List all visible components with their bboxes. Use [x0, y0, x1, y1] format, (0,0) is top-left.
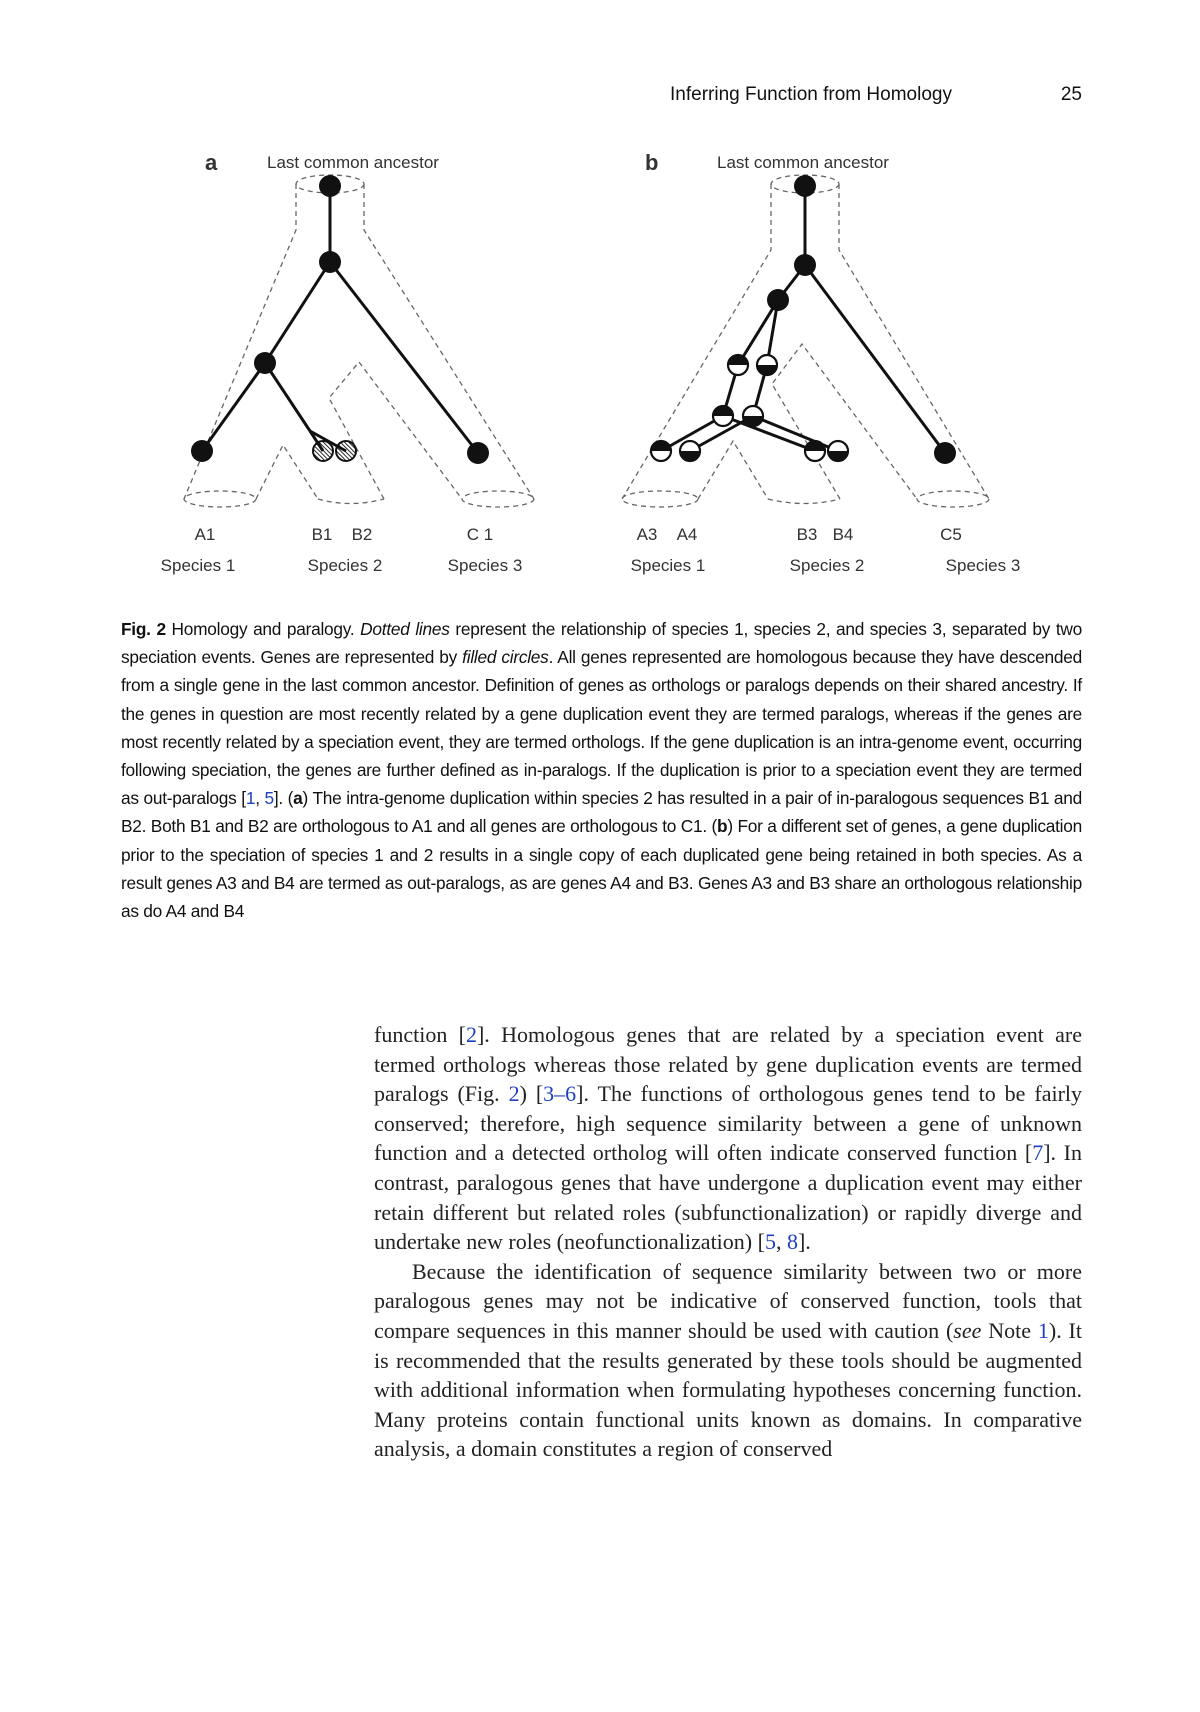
gene-node-b3: [805, 441, 825, 461]
citation-link[interactable]: 5: [764, 1229, 776, 1255]
text-run: ) [: [519, 1081, 544, 1107]
gene-label-b3: B3: [796, 525, 818, 544]
gene-node: [794, 254, 816, 276]
citation-link[interactable]: 7: [1032, 1140, 1044, 1166]
panel-a-title: Last common ancestor: [267, 153, 439, 172]
text-run: ,: [775, 1229, 787, 1255]
species-label: Species 3: [447, 556, 523, 575]
panel-a-letter: a: [205, 150, 218, 175]
half-node: [713, 406, 733, 426]
homology-paralogy-figure: [150, 138, 1050, 598]
text-run: ]. The functions of orthologous genes tend to be fairly conserved; therefore, high sequence similarity between a gene of unknown function and a detected ortholog will often indicate conserved function [: [374, 1081, 1083, 1166]
figure-caption: [121, 615, 1082, 925]
panel-b-title: Last common ancestor: [717, 153, 889, 172]
caption-text: ) For a different set of genes, a gene duplication prior to the speciation of species 1 and 2 results in a single copy of each duplicated gene being retained in both species. As a result genes A3 and B4 are termed as out-paralogs, as are genes A4 and B3. Genes A3 and B3 share an orthologous relationship as do A4 and B4: [121, 816, 1082, 922]
text-run: ].: [797, 1229, 811, 1255]
species-label: Species 3: [945, 556, 1021, 575]
text-run: ). It is recommended that the results generated by these tools should be augmented with additional information when formulating hypotheses concerning function. Many proteins contain functional units known as domains. In comparative analysis, a domain constitutes a region of conserved: [374, 1317, 1082, 1462]
text-run: Because the identification of sequence similarity between two or more paralogous genes may not be indicative of conserved function, tools that compare sequences in this manner should be used with caution (: [374, 1258, 1082, 1343]
citation-link[interactable]: 2: [465, 1022, 477, 1047]
page-number: 25: [1060, 84, 1082, 105]
caption-text: ) The intra-genome duplication within species 2 has resulted in a pair of in-paralogous sequences B1 and B2. Both B1 and B2 are orthologous to A1 and all genes are orthologous to C1. (: [121, 788, 1082, 837]
gene-node-c1: [467, 442, 489, 464]
gene-label-a3: A3: [636, 525, 658, 544]
citation-link[interactable]: 5: [264, 788, 274, 809]
caption-panel-label: a: [293, 788, 303, 809]
gene-node: [794, 175, 816, 197]
caption-label: Fig. 2: [121, 619, 166, 639]
gene-label-b2: B2: [351, 525, 373, 544]
gene-label-b1: B1: [311, 525, 333, 544]
gene-node-a1: [191, 440, 213, 462]
gene-label-c5: C5: [940, 525, 962, 544]
text-run: Note: [981, 1317, 1038, 1343]
gene-node-a4: [680, 441, 700, 461]
text-run: ]. In contrast, paralogous genes that have undergone a duplication event may either retain different but related roles (subfunctionalization) or rapidly diverge and undertake new roles (neofunctionalization) [: [374, 1140, 1083, 1255]
figure-link[interactable]: 2: [508, 1081, 520, 1107]
gene-label-c1: C 1: [466, 525, 494, 544]
gene-node-b4: [828, 441, 848, 461]
gene-node-c5: [934, 442, 956, 464]
gene-nodes-a: [191, 175, 489, 464]
species-labels-b: [631, 556, 1021, 575]
gene-label-a4: A4: [676, 525, 698, 544]
paragraph: [374, 1257, 1082, 1464]
panel-a: [161, 150, 534, 575]
species-label: Species 1: [630, 556, 706, 575]
caption-text: . All genes represented are homologous because they have descended from a single gene in the last common ancestor. Definition of genes as orthologs or paralogs depends on their shared ancestry. If the genes in question are most recently related by a gene duplication event they are termed paralogs, whereas if the genes are most recently related by a speciation event, they are termed orthologs. If the gene duplication is an intra-genome event, occurring following speciation, the genes are further defined as in-paralogs. If the duplication is prior to a speciation event they are termed as out-paralogs [: [121, 647, 1082, 809]
caption-text: ]. (: [273, 788, 294, 809]
text-run: see: [953, 1317, 982, 1343]
panel-b-letter: b: [645, 150, 659, 175]
caption-text: Homology and paralogy.: [165, 619, 361, 639]
gene-tree-b: [661, 186, 945, 453]
species-label: Species 2: [307, 556, 383, 575]
body-text: [374, 1020, 1082, 1464]
caption-text: ,: [255, 788, 265, 809]
gene-node-a3: [651, 441, 671, 461]
text-run: function [: [374, 1022, 466, 1047]
citation-link[interactable]: 8: [786, 1229, 798, 1255]
gene-node-b1: [313, 441, 333, 461]
caption-panel-label: b: [717, 816, 728, 837]
gene-labels-a: [195, 525, 494, 544]
gene-node: [254, 352, 276, 374]
citation-link[interactable]: 3–6: [543, 1081, 577, 1107]
caption-emphasis: Dotted lines: [360, 619, 450, 639]
caption-emphasis: filled circles: [462, 647, 549, 668]
caption-text: represent the relationship of species 1, species 2, and species 3, separated by two speciation events. Genes are represented by: [121, 619, 1082, 668]
species-label: Species 1: [160, 556, 236, 575]
note-link[interactable]: 1: [1037, 1317, 1049, 1343]
half-node: [728, 355, 748, 375]
citation-link[interactable]: 1: [245, 788, 256, 809]
running-head-title: Inferring Function from Homology: [670, 84, 952, 105]
half-node: [743, 406, 763, 426]
gene-tree-a: [202, 186, 478, 453]
text-run: ]. Homologous genes that are related by a speciation event are termed orthologs whereas those related by gene duplication events are termed paralogs (Fig.: [374, 1022, 1082, 1107]
gene-label-a1: A1: [194, 525, 216, 544]
gene-node-b2: [336, 441, 356, 461]
species-label: Species 2: [789, 556, 865, 575]
gene-node: [319, 175, 341, 197]
panel-b: [622, 150, 1020, 575]
gene-node: [319, 251, 341, 273]
gene-labels-b: [637, 525, 962, 544]
species-labels-a: [161, 556, 523, 575]
paragraph: [374, 1020, 1082, 1257]
half-node: [757, 355, 777, 375]
gene-node: [767, 289, 789, 311]
gene-label-b4: B4: [832, 525, 854, 544]
